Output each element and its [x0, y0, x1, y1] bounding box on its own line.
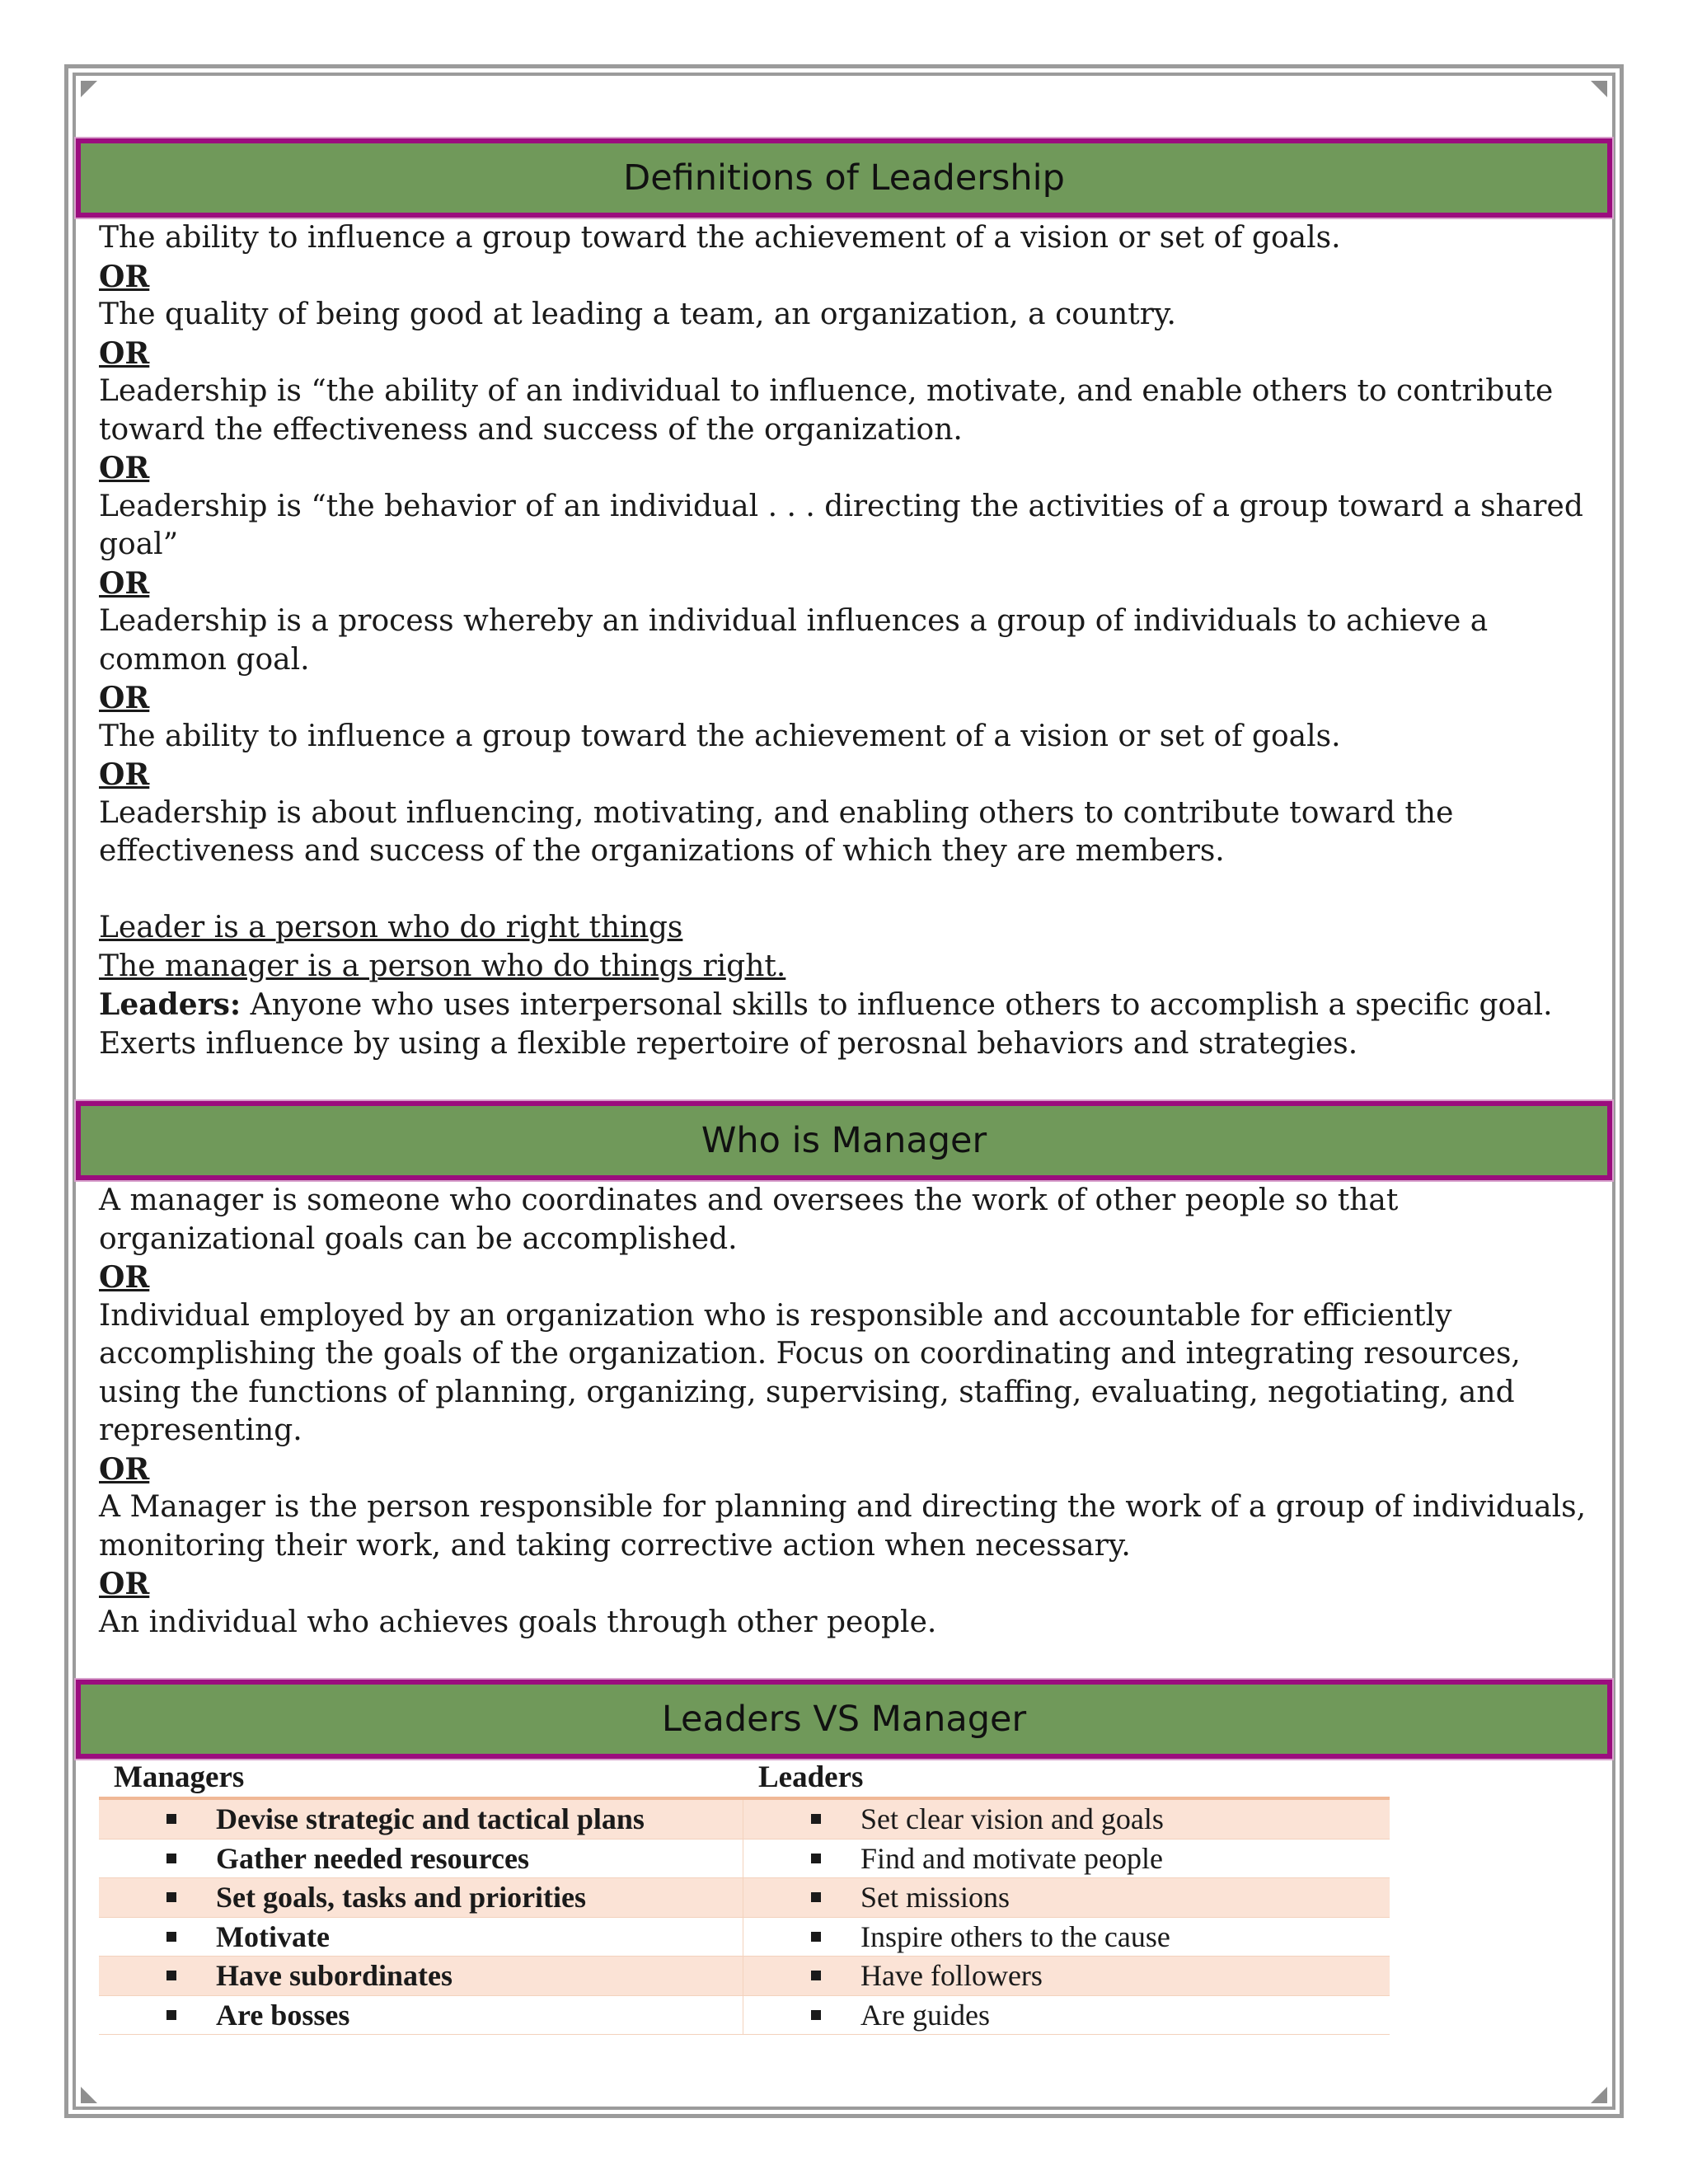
- cell-text: Are bosses: [216, 1998, 350, 2032]
- leaders-text: Anyone who uses interpersonal skills to influence others to accomplish a specific goal. Exerts influence by using a flexible repertoire of perosnal behaviors and strategies.: [99, 988, 1553, 1061]
- bullet-icon: [166, 1892, 176, 1902]
- table-row: [99, 1878, 1390, 1918]
- cell-text: Set goals, tasks and priorities: [216, 1881, 587, 1915]
- leaders-label: Leaders:: [99, 987, 241, 1022]
- or-separator: OR: [99, 1567, 150, 1601]
- bullet-icon: [166, 2010, 176, 2020]
- cell-text: Gather needed resources: [216, 1841, 529, 1875]
- manager-line: The manager is a person who do things right.: [99, 949, 786, 983]
- or-separator: OR: [99, 1260, 150, 1295]
- leader-cell: [743, 1878, 1010, 1917]
- cell-text: Devise strategic and tactical plans: [216, 1802, 645, 1836]
- cell-text: Have subordinates: [216, 1959, 453, 1993]
- manager-item: An individual who achieves goals through other people.: [99, 1605, 937, 1639]
- section-heading-manager: [76, 1101, 1612, 1180]
- table-header: [99, 1757, 1390, 1797]
- leader-cell: [743, 1840, 1163, 1878]
- manager-item: Individual employed by an organization who is responsible and accountable for efficiently accomplishing the goals of the organization. Focus on coordinating and integrating resources, using the functions of planning, organizing, supervising, staffing, evaluating, negotiating, and representing.: [99, 1298, 1521, 1447]
- cell-text: Find and motivate people: [860, 1841, 1163, 1875]
- leader-cell: [743, 1957, 1043, 1995]
- column-header-managers: Managers: [114, 1760, 245, 1794]
- table-row: [99, 1918, 1390, 1957]
- corner-ornament-bottom-left: [81, 2087, 97, 2103]
- leader-cell: [743, 1918, 1170, 1957]
- bullet-icon: [811, 1814, 821, 1824]
- bullet-icon: [811, 2010, 821, 2020]
- corner-ornament-bottom-right: [1591, 2087, 1607, 2103]
- manager-item: A manager is someone who coordinates and oversees the work of other people so that organizational goals can be accomplished.: [99, 1183, 1399, 1256]
- corner-ornament-top-right: [1591, 81, 1607, 97]
- table-row: [99, 1840, 1390, 1879]
- manager-cell: [99, 1878, 743, 1917]
- bullet-icon: [811, 1892, 821, 1902]
- definition-item: Leadership is “the behavior of an individual . . . directing the activities of a group toward a shared goal”: [99, 489, 1583, 561]
- cell-text: Set clear vision and goals: [860, 1802, 1164, 1836]
- blank-line: [99, 871, 1599, 910]
- cell-text: Have followers: [860, 1959, 1043, 1993]
- section-title: Leaders VS Manager: [661, 1699, 1027, 1740]
- column-header-leaders: Leaders: [758, 1760, 864, 1794]
- section-title: Who is Manager: [701, 1120, 987, 1161]
- bullet-icon: [166, 1854, 176, 1863]
- leader-cell: [743, 1800, 1164, 1839]
- cell-text: Are guides: [860, 1998, 990, 2032]
- cell-text: Motivate: [216, 1919, 330, 1953]
- definition-item: Leadership is a process whereby an individual influences a group of individuals to achieve a common goal.: [99, 604, 1489, 677]
- or-separator: OR: [99, 757, 150, 792]
- leader-cell: [743, 1996, 990, 2035]
- definition-item: The quality of being good at leading a team, an organization, a country.: [99, 298, 1176, 331]
- manager-cell: [99, 1800, 743, 1839]
- table-row: [99, 1996, 1390, 2036]
- comparison-table: [99, 1757, 1390, 2035]
- bullet-icon: [166, 1814, 176, 1824]
- or-separator: OR: [99, 259, 150, 294]
- bullet-icon: [166, 1932, 176, 1942]
- cell-text: Inspire others to the cause: [860, 1919, 1170, 1953]
- definition-item: Leadership is about influencing, motivating, and enabling others to contribute toward the effectiveness and success of the organizations of which they are members.: [99, 795, 1454, 868]
- bullet-icon: [811, 1971, 821, 1980]
- manager-cell: [99, 1957, 743, 1995]
- section-title: Definitions of Leadership: [623, 157, 1065, 199]
- or-separator: OR: [99, 335, 150, 371]
- definitions-body: [99, 219, 1599, 1063]
- definition-item: The ability to influence a group toward the achievement of a vision or set of goals.: [99, 221, 1341, 255]
- or-separator: OR: [99, 565, 150, 601]
- section-heading-comparison: [76, 1680, 1612, 1759]
- bullet-icon: [811, 1854, 821, 1863]
- manager-body: [99, 1182, 1599, 1642]
- leaders-definition: [99, 986, 1599, 1063]
- definition-item: Leadership is “the ability of an individual to influence, motivate, and enable others to contribute toward the effectiveness and success of the organization.: [99, 374, 1554, 447]
- or-separator: OR: [99, 1451, 150, 1487]
- manager-cell: [99, 1996, 743, 2035]
- corner-ornament-top-left: [81, 81, 97, 97]
- or-separator: OR: [99, 681, 150, 715]
- manager-item: A Manager is the person responsible for planning and directing the work of a group of individuals, monitoring their work, and taking corrective action when necessary.: [99, 1490, 1587, 1563]
- or-separator: OR: [99, 451, 150, 485]
- bullet-icon: [166, 1971, 176, 1980]
- table-row: [99, 1957, 1390, 1996]
- manager-cell: [99, 1840, 743, 1878]
- section-heading-definitions: [76, 138, 1612, 218]
- cell-text: Set missions: [860, 1881, 1010, 1915]
- table-row: [99, 1800, 1390, 1840]
- definition-item: The ability to influence a group toward the achievement of a vision or set of goals.: [99, 719, 1341, 753]
- leader-line: Leader is a person who do right things: [99, 911, 683, 944]
- manager-cell: [99, 1918, 743, 1957]
- bullet-icon: [811, 1932, 821, 1942]
